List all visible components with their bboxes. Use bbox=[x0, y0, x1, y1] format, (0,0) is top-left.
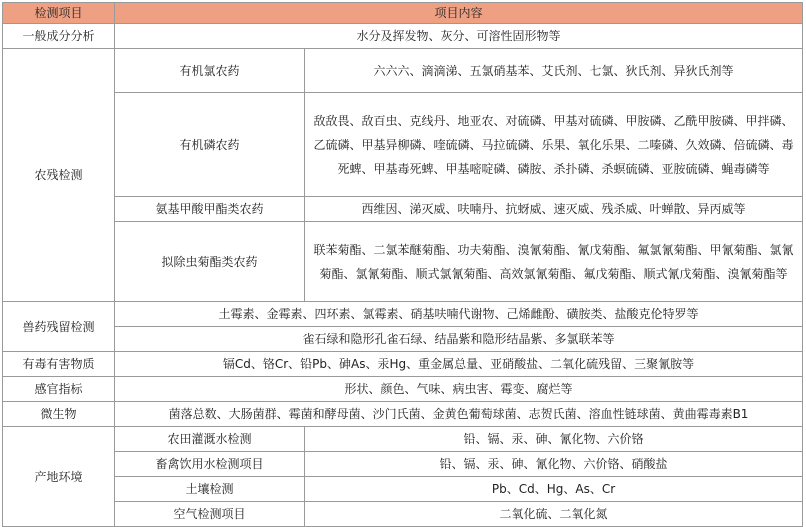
item-content: 铅、镉、汞、砷、氰化物、六价铬 bbox=[305, 427, 803, 452]
table-row bbox=[3, 302, 803, 327]
category-env: 产地环境 bbox=[3, 427, 115, 527]
table-row bbox=[3, 327, 803, 352]
item-content: 西维因、涕灭威、呋喃丹、抗蚜威、速灭威、残杀威、叶蝉散、异丙威等 bbox=[305, 197, 803, 222]
header-row bbox=[3, 3, 803, 24]
table-row bbox=[3, 352, 803, 377]
sub-category: 农田灌溉水检测 bbox=[115, 427, 305, 452]
inspection-items-table bbox=[2, 2, 803, 527]
table-row bbox=[3, 452, 803, 477]
item-content: 铅、镉、汞、砷、氰化物、六价铬、硝酸盐 bbox=[305, 452, 803, 477]
sub-category: 有机氯农药 bbox=[115, 49, 305, 93]
item-content: 镉Cd、铬Cr、铅Pb、砷As、汞Hg、重金属总量、亚硝酸盐、二氧化硫残留、三聚氰胺等 bbox=[115, 352, 803, 377]
item-content: 敌敌畏、敌百虫、克线丹、地亚农、对硫磷、甲基对硫磷、甲胺磷、乙酰甲胺磷、甲拌磷、乙硫磷、甲基异柳磷、喹硫磷、马拉硫磷、乐果、氧化乐果、二嗪磷、久效磷、倍硫磷、毒死蜱、甲基毒死蜱、甲基嘧啶磷、磷胺、杀扑磷、杀螟硫磷、亚胺硫磷、蝇毒磷等 bbox=[305, 93, 803, 197]
table-row bbox=[3, 377, 803, 402]
table-row bbox=[3, 222, 803, 302]
table-row bbox=[3, 24, 803, 49]
category-pesticide: 农残检测 bbox=[3, 49, 115, 302]
sub-category: 拟除虫菊酯类农药 bbox=[115, 222, 305, 302]
table-row bbox=[3, 402, 803, 427]
category-micro: 微生物 bbox=[3, 402, 115, 427]
table-row bbox=[3, 49, 803, 93]
table-row bbox=[3, 427, 803, 452]
item-content: 形状、颜色、气味、病虫害、霉变、腐烂等 bbox=[115, 377, 803, 402]
category-vet: 兽药残留检测 bbox=[3, 302, 115, 352]
category-sensory: 感官指标 bbox=[3, 377, 115, 402]
general-content: 水分及挥发物、灰分、可溶性固形物等 bbox=[115, 24, 803, 49]
category-toxic: 有毒有害物质 bbox=[3, 352, 115, 377]
item-content: 二氧化硫、二氧化氮 bbox=[305, 502, 803, 527]
table-row bbox=[3, 197, 803, 222]
table-row bbox=[3, 93, 803, 197]
table-row bbox=[3, 502, 803, 527]
item-content: 联苯菊酯、二氯苯醚菊酯、功夫菊酯、溴氰菊酯、氰戊菊酯、氟氯氰菊酯、甲氰菊酯、氯氰菊酯、氯氰菊酯、顺式氯氰菊酯、高效氯氰菊酯、氟戊菊酯、顺式氰戊菊酯、溴氰菊酯等 bbox=[305, 222, 803, 302]
table-row bbox=[3, 477, 803, 502]
header-item: 检测项目 bbox=[3, 3, 115, 24]
sub-category: 氨基甲酸甲酯类农药 bbox=[115, 197, 305, 222]
sub-category: 土壤检测 bbox=[115, 477, 305, 502]
sub-category: 畜禽饮用水检测项目 bbox=[115, 452, 305, 477]
item-content: 菌落总数、大肠菌群、霉菌和酵母菌、沙门氏菌、金黄色葡萄球菌、志贺氏菌、溶血性链球菌、黄曲霉毒素B1 bbox=[115, 402, 803, 427]
item-content: 土霉素、金霉素、四环素、氯霉素、硝基呋喃代谢物、己烯雌酚、磺胺类、盐酸克伦特罗等 bbox=[115, 302, 803, 327]
sub-category: 空气检测项目 bbox=[115, 502, 305, 527]
item-content: 六六六、滴滴涕、五氯硝基苯、艾氏剂、七氯、狄氏剂、异狄氏剂等 bbox=[305, 49, 803, 93]
item-content: Pb、Cd、Hg、As、Cr bbox=[305, 477, 803, 502]
header-content: 项目内容 bbox=[115, 3, 803, 24]
category-general: 一般成分分析 bbox=[3, 24, 115, 49]
sub-category: 有机磷农药 bbox=[115, 93, 305, 197]
item-content: 雀石绿和隐形孔雀石绿、结晶紫和隐形结晶紫、多氯联苯等 bbox=[115, 327, 803, 352]
